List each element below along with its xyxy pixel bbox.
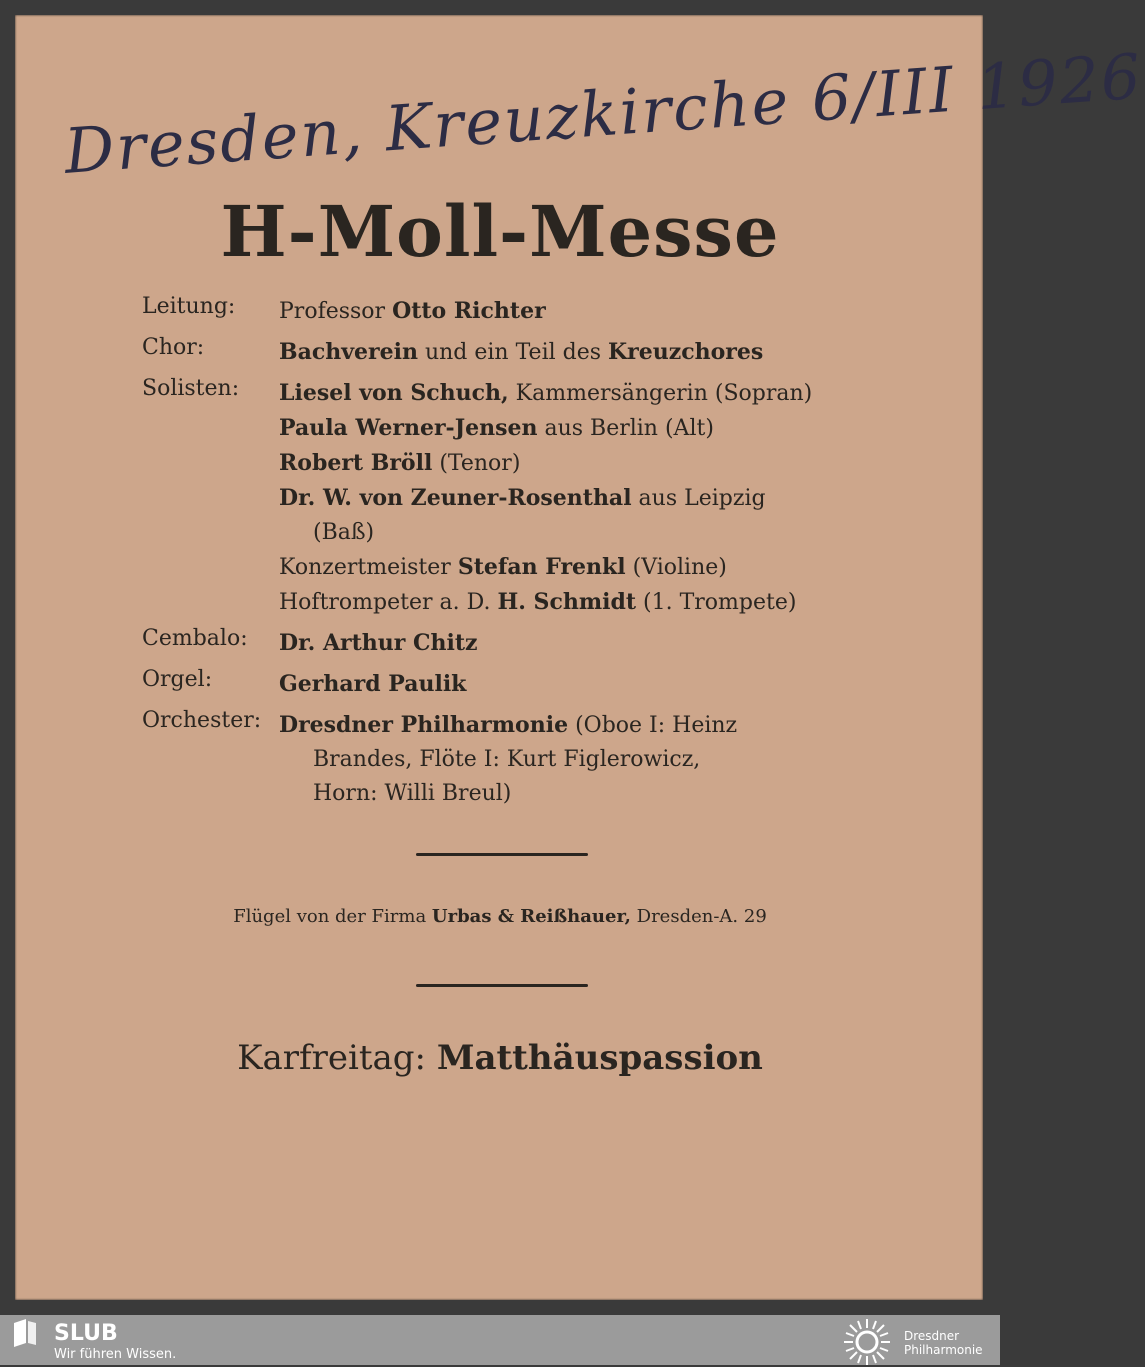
bold-text: Gerhard Paulik [279,671,467,697]
role-label: Cembalo: [142,626,248,651]
performer-value [279,294,882,329]
bold-text: Bachverein [279,339,418,365]
divider-rule [416,853,588,856]
text-segment: Flügel von der Firma [233,906,432,927]
performer-value [279,667,882,702]
bold-text: Dr. W. von Zeuner-Rosenthal [279,485,632,511]
text-segment: und ein Teil des [417,340,609,365]
performers-list [142,294,882,817]
philharmonie-line1: Dresdner [904,1329,960,1343]
text-line [279,585,882,620]
program-title: H-Moll-Messe [220,190,780,273]
text-segment: Horn: Willi Breul) [313,781,512,806]
performer-value [279,626,882,661]
performer-row [142,335,882,370]
text-line [279,376,882,411]
text-segment: Kammersängerin (Sopran) [508,381,813,406]
text-segment: Karfreitag: [237,1038,437,1078]
text-line [279,667,882,702]
text-segment: (Violine) [625,555,727,580]
performer-row [142,708,882,811]
text-line [279,777,882,811]
footer-bar [0,1315,1000,1365]
text-line [279,294,882,329]
text-line [279,481,882,516]
performer-value [279,335,882,370]
handwritten-text: Dresden, Kreuzkirche 6/III 1926 [62,39,1145,188]
bold-text: H. Schmidt [497,589,637,615]
role-label: Chor: [142,335,205,360]
bold-text: Robert Bröll [279,450,433,476]
text-segment: (Oboe I: Heinz [568,713,738,738]
text-segment: Konzertmeister [279,555,458,580]
philharmonie-logo-icon [842,1317,892,1367]
handwritten-annotation [62,39,1145,205]
slub-name: SLUB [54,1321,118,1346]
bold-text: Dr. Arthur Chitz [279,630,478,656]
text-segment: (1. Trompete) [636,590,797,615]
bold-text: Matthäuspassion [436,1038,763,1078]
text-segment: Hoftrompeter a. D. [279,590,498,615]
text-line [279,411,882,446]
performer-row [142,294,882,329]
bold-text: Liesel von Schuch, [279,380,509,406]
text-line [279,516,882,550]
performer-value [279,376,882,620]
text-segment: (Baß) [313,520,375,545]
bold-text: Kreuzchores [608,339,764,365]
text-line [279,626,882,661]
text-segment: Dresden-A. 29 [630,906,767,927]
text-line [279,446,882,481]
role-label: Leitung: [142,294,236,319]
role-label: Orgel: [142,667,213,692]
text-line [279,335,882,370]
role-label: Orchester: [142,708,262,733]
divider-rule [416,984,588,987]
slub-tagline: Wir führen Wissen. [54,1347,177,1362]
bold-text: Otto Richter [392,298,546,324]
performer-row [142,626,882,661]
bold-text: Dresdner Philharmonie [279,712,569,738]
text-segment: aus Berlin (Alt) [537,416,714,441]
philharmonie-name [904,1329,983,1357]
text-segment: (Tenor) [432,451,521,476]
bold-text: Paula Werner-Jensen [279,415,538,441]
upcoming-concert-note [0,1038,1000,1078]
performer-row [142,667,882,702]
bold-text: Stefan Frenkl [457,554,626,580]
performer-row [142,376,882,620]
text-line [279,550,882,585]
role-label: Solisten: [142,376,240,401]
slub-logo-icon [12,1319,38,1347]
piano-credit [0,906,1000,927]
philharmonie-line2: Philharmonie [904,1343,983,1357]
text-segment: Professor [279,299,393,324]
text-line [279,743,882,777]
text-segment: aus Leipzig [631,486,766,511]
text-line [279,708,882,743]
bold-text: Urbas & Reißhauer, [431,906,631,927]
text-segment: Brandes, Flöte I: Kurt Figlerowicz, [313,747,701,772]
performer-value [279,708,882,811]
